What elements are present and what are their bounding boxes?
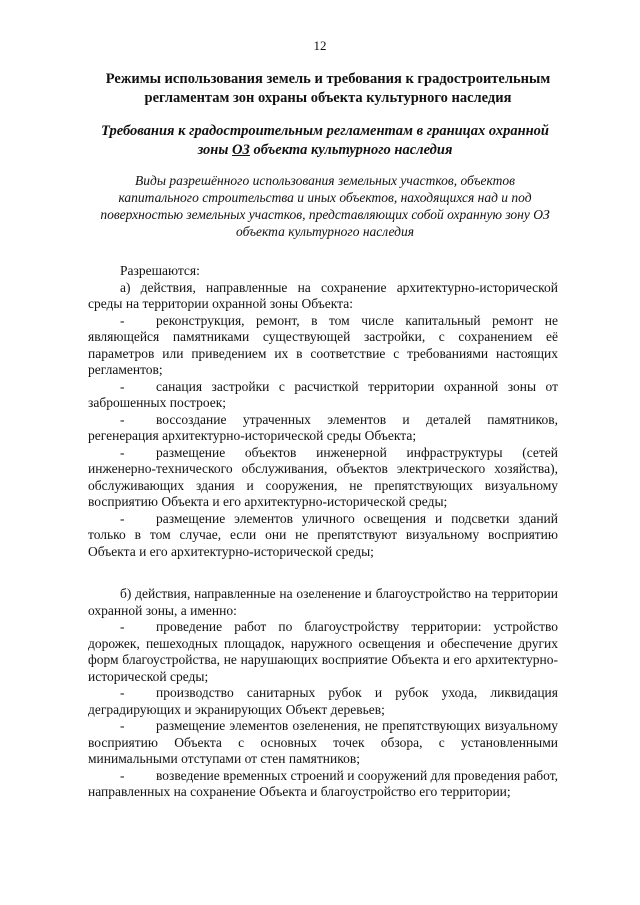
list-item: - размещение объектов инженерной инфраструктуры (сетей инженерно-технического обслуживания, объектов электрического хозяйства), обслуживающих здания и сооружения, не препятствующих визуальному восприятию Объекта и его архитектурно-исторической среды; [88,444,558,509]
dash-marker: - [120,378,125,394]
subtitle-before: Требования к градостроительным регламентам в границах охранной зоны [101,123,549,158]
list-item: - производство санитарных рубок и рубок ухода, ликвидация деградирующих и экранирующих Объект деревьев; [88,685,558,717]
dash-marker: - [120,619,125,634]
list-item: - санация застройки с расчисткой территории охранной зоны от заброшенных построек; [88,378,558,410]
dash-marker: - [120,444,125,460]
dash-marker: - [120,411,125,427]
list-item: - размещение элементов озеленения, не препятствующих визуальному восприятию Объекта с основных точек обзора, с установленными минимальными отступами от стен памятников; [88,718,558,766]
page-number: 12 [313,38,327,53]
section-b-intro: б) действия, направленные на озеленение и благоустройство на территории охранной зоны, а именно: [88,586,558,618]
list-item: - проведение работ по благоустройству территории: устройство дорожек, пешеходных площадок, наружного освещения и обеспечение других форм благоустройства, не нарушающих восприятие Объекта и его архитектурно-исторической среды; [88,619,558,684]
list-item: - возведение временных строений и сооружений для проведения работ, направленных на сохранение Объекта и благоустройство его территории; [88,767,558,799]
permitted-use-heading: Виды разрешённого использования земельных участков, объектов капитального строительства и иных объектов, находящихся над и под поверхностью земельных участков, представляющих собой охранную зону ОЗ объекта культурного наследия [100,173,550,239]
document-body [88,263,558,801]
document-title: Режимы использования земель и требования к градостроительным регламентам зон охраны объекта культурного наследия [105,71,551,106]
zone-code: ОЗ [232,142,250,158]
section-a-intro: а) действия, направленные на сохранение архитектурно-исторической среды на территории охранной зоны Объекта: [88,279,558,311]
section-spacer [88,560,558,586]
list-item: - реконструкция, ремонт, в том числе капитальный ремонт не являющейся памятниками существующей застройки, с сохранением её параметров или приведением их в соответствие с требованиями настоящих регламентов; [88,312,558,377]
list-item: - воссоздание утраченных элементов и деталей памятников, регенерация архитектурно-исторической среды Объекта; [88,411,558,443]
section-subtitle [100,122,550,160]
allowed-label: Разрешаются: [120,263,200,278]
dash-marker: - [120,685,125,700]
dash-marker: - [120,767,125,783]
dash-marker: - [120,312,125,328]
subtitle-after: объекта культурного наследия [249,142,453,158]
list-item: - размещение элементов уличного освещения и подсветки зданий только в том случае, если они не препятствуют визуальному восприятию Объекта и его архитектурно-исторической среды; [88,510,558,559]
dash-marker: - [120,718,125,733]
dash-marker: - [120,510,125,526]
